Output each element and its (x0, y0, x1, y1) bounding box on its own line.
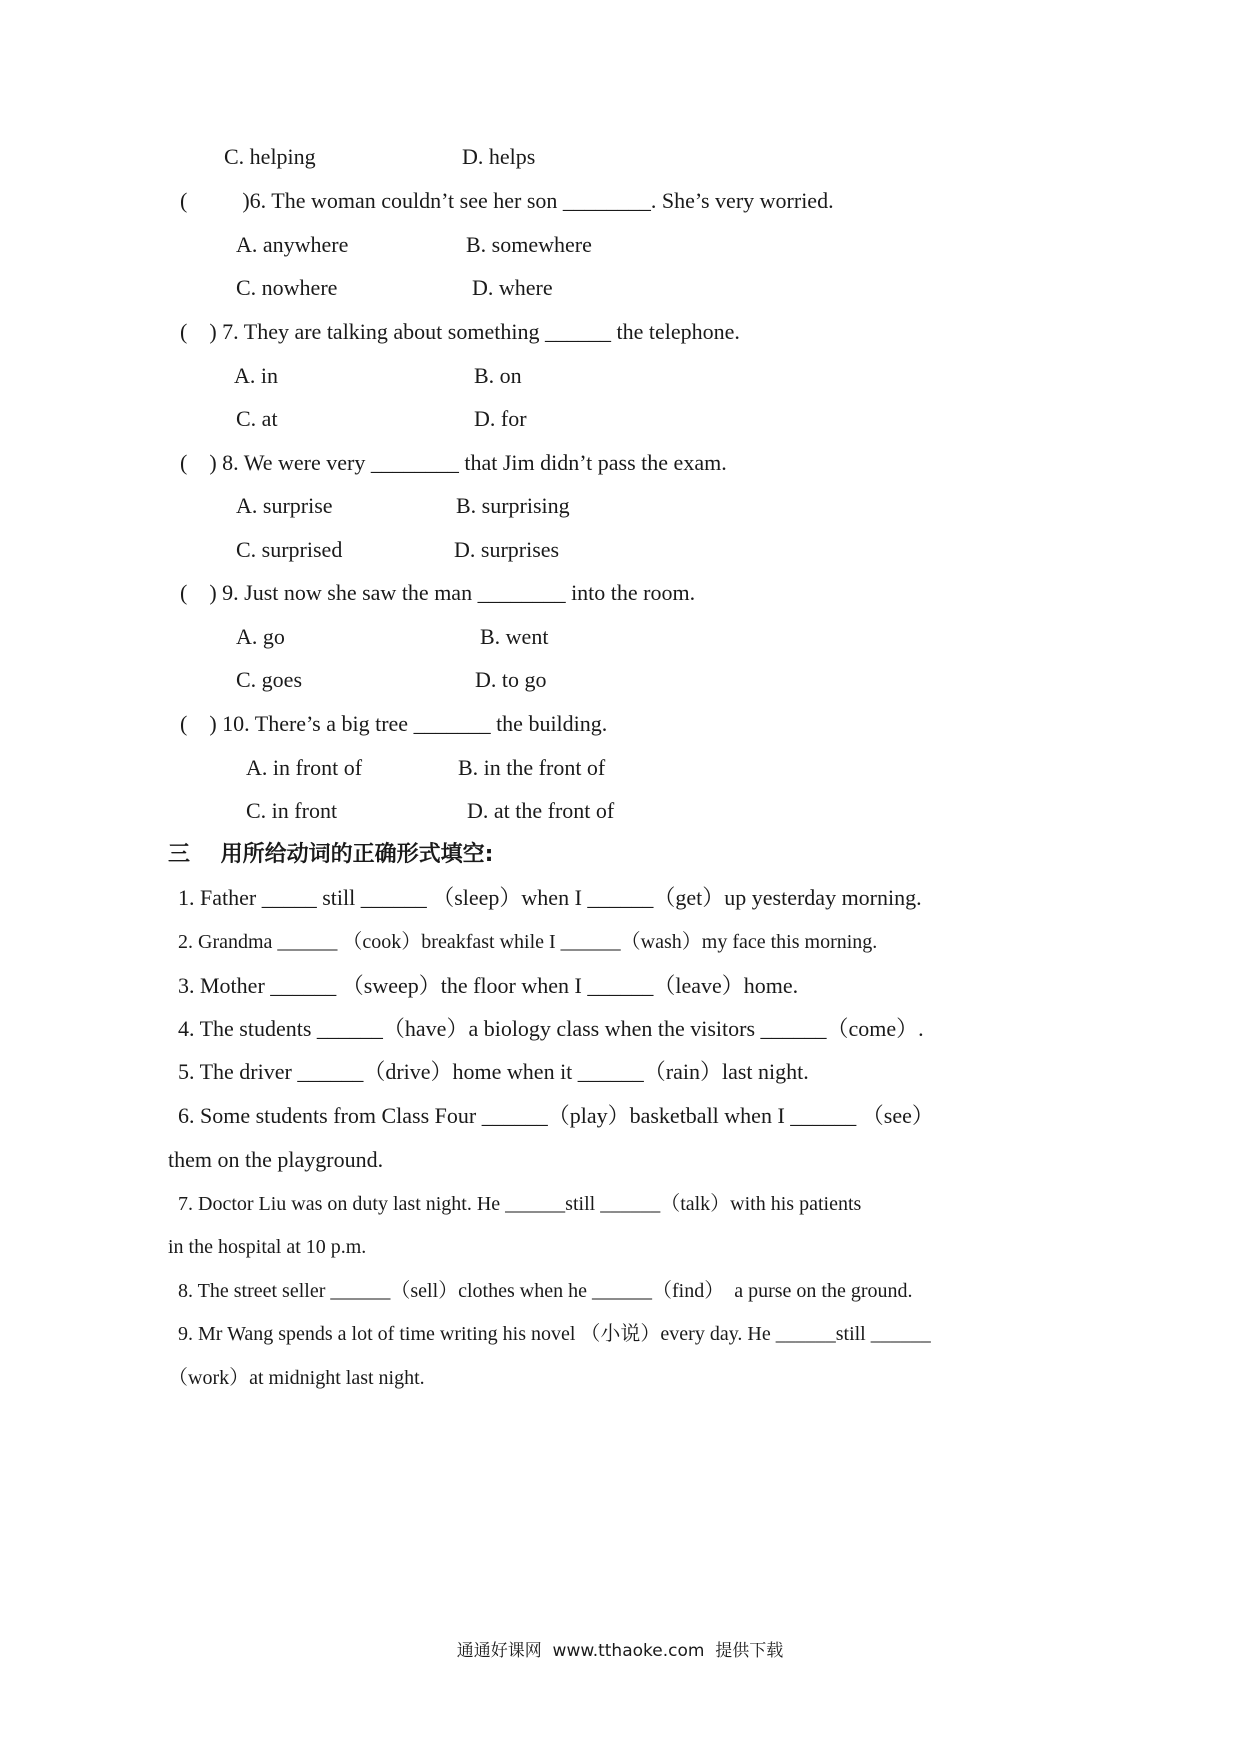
q8-option-c: C. surprised (236, 537, 343, 562)
q8-option-d: D. surprises (454, 537, 560, 562)
fill-item-7: 7. Doctor Liu was on duty last night. He ______still ______（talk）with his patients (178, 1193, 862, 1215)
q6-stem: ( )6. The woman couldn’t see her son ________. She’s very worried. (180, 188, 834, 213)
q9-option-c: C. goes (236, 667, 302, 692)
q9-option-d: D. to go (475, 667, 547, 692)
q7-option-c: C. at (236, 406, 278, 431)
q7-option-b: B. on (474, 363, 522, 388)
fill-item-9: 9. Mr Wang spends a lot of time writing his novel （小说）every day. He ______still ______ (178, 1323, 931, 1345)
fill-item-2: 2. Grandma ______ （cook）breakfast while I ______（wash）my face this morning. (178, 931, 878, 953)
q6-option-d: D. where (472, 275, 553, 300)
page-footer: 通通好课网 www.tthaoke.com 提供下载 (456, 1641, 784, 1661)
q9-option-a: A. go (236, 624, 285, 649)
q10-option-d: D. at the front of (467, 798, 615, 823)
q10-option-a: A. in front of (246, 755, 363, 780)
q7-stem: ( ) 7. They are talking about something ______ the telephone. (180, 319, 740, 344)
fill-item-1: 1. Father _____ still ______ （sleep）when I ______（get）up yesterday morning. (178, 885, 922, 910)
q6-option-c: C. nowhere (236, 275, 338, 300)
q9-option-b: B. went (480, 624, 549, 649)
fill-item-8: 8. The street seller ______（sell）clothes when he ______（find） a purse on the ground. (178, 1280, 913, 1302)
q6-option-b: B. somewhere (466, 232, 592, 257)
q8-option-a: A. surprise (236, 493, 333, 518)
q7-option-a: A. in (234, 363, 278, 388)
fill-item-5: 5. The driver ______（drive）home when it ______（rain）last night. (178, 1059, 809, 1084)
fill-item-7-cont: in the hospital at 10 p.m. (168, 1236, 367, 1258)
fill-item-6-cont: them on the playground. (168, 1147, 384, 1172)
fill-item-3: 3. Mother ______ （sweep）the floor when I ______（leave）home. (178, 973, 799, 998)
q8-option-b: B. surprising (456, 493, 570, 518)
q5-option-d: D. helps (462, 144, 536, 169)
q10-option-b: B. in the front of (458, 755, 606, 780)
q5-option-c: C. helping (224, 144, 316, 169)
q6-option-a: A. anywhere (236, 232, 349, 257)
q8-stem: ( ) 8. We were very ________ that Jim didn’t pass the exam. (180, 450, 727, 475)
fill-item-6: 6. Some students from Class Four ______（play）basketball when I ______ （see） (178, 1103, 934, 1128)
fill-item-4: 4. The students ______（have）a biology class when the visitors ______（come）. (178, 1016, 924, 1041)
q10-option-c: C. in front (246, 798, 338, 823)
section3-heading: 三 用所给动词的正确形式填空: (168, 842, 494, 867)
fill-item-9-cont: （work）at midnight last night. (168, 1367, 425, 1389)
q10-stem: ( ) 10. There’s a big tree _______ the building. (180, 711, 608, 736)
q7-option-d: D. for (474, 406, 527, 431)
q9-stem: ( ) 9. Just now she saw the man ________ into the room. (180, 580, 696, 605)
